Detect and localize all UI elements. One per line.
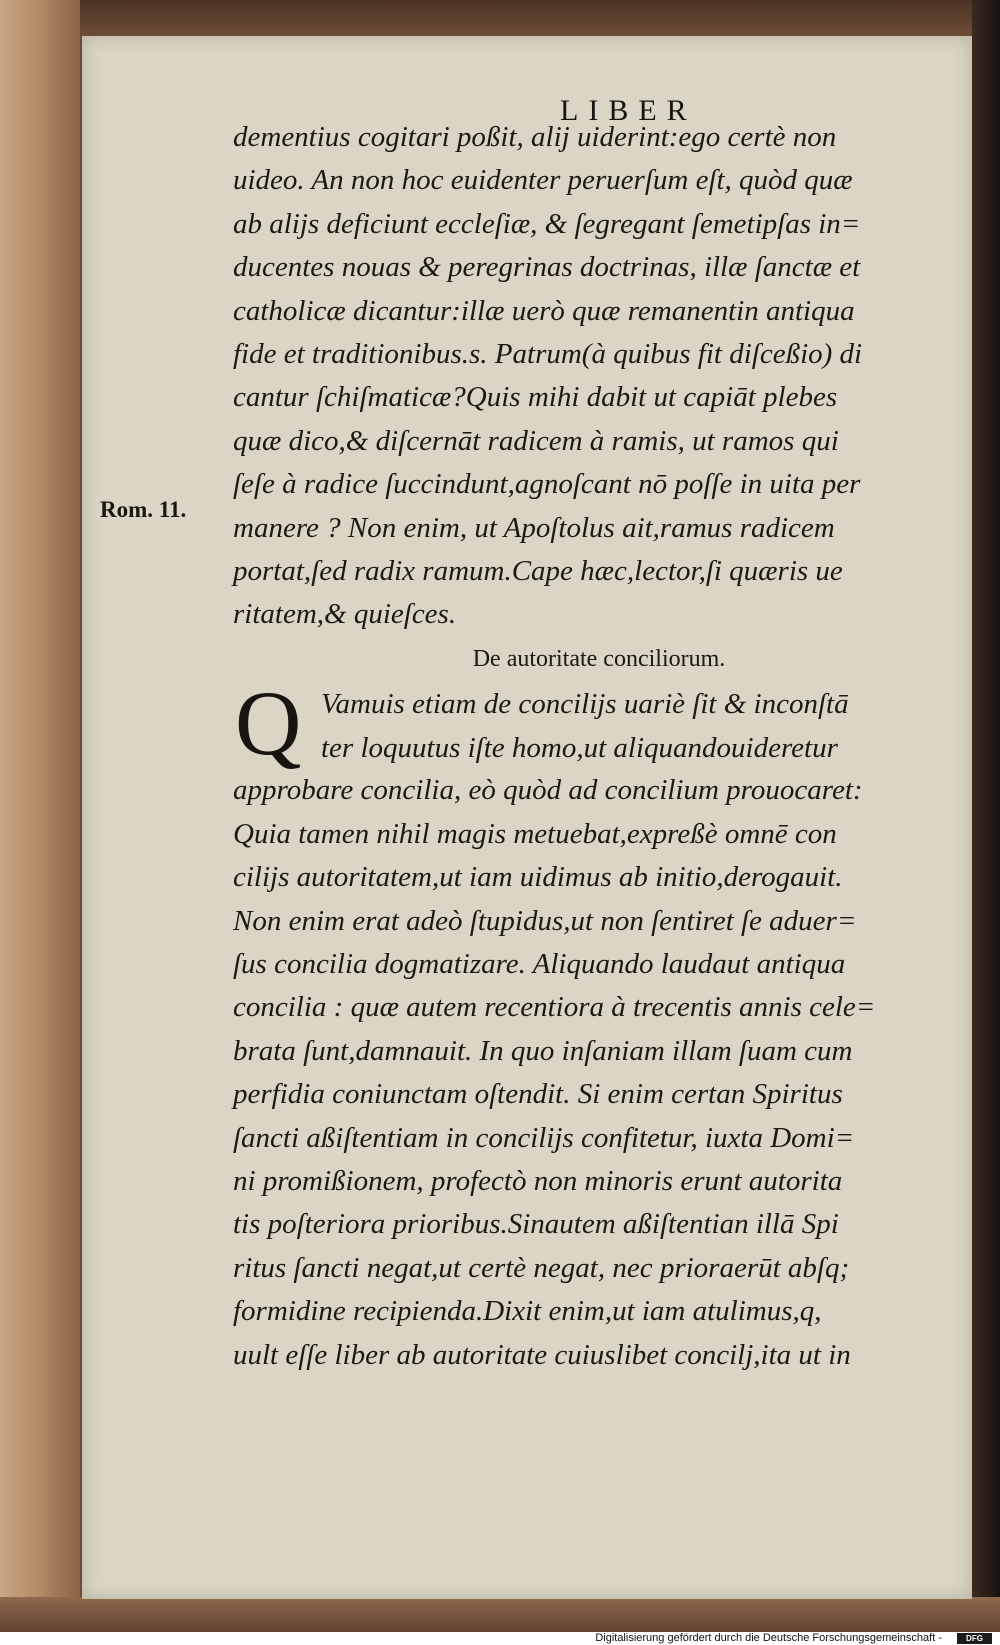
document-page [82, 36, 972, 1599]
body-line: ritus ſancti negat,ut certè negat, nec prioraerūt abſq; [233, 1251, 850, 1284]
section-heading: De autoritate conciliorum. [472, 645, 726, 672]
body-line: brata ſunt,damnauit. In quo inſaniam illam ſuam cum [233, 1034, 853, 1067]
body-line: ritatem,& quieſces. [233, 598, 457, 631]
body-line: fide et traditionibus.s. Patrum(à quibus fit diſceßio) di [233, 338, 863, 371]
body-line: ducentes nouas & peregrinas doctrinas, illæ ſanctæ et [233, 251, 861, 284]
body-line: quæ dico,& diſcernāt radicem à ramis, ut ramos qui [233, 424, 839, 457]
body-line: uideo. An non hoc euidenter peruerſum eſt, quòd quæ [233, 164, 853, 197]
footer-credit-bar [0, 1632, 1000, 1645]
body-line: portat,ſed radix ramum.Cape hæc,lector,ſi quæris ue [233, 555, 843, 588]
body-line: formidine recipienda.Dixit enim,ut iam atulimus,q, [233, 1295, 822, 1328]
body-line: cantur ſchiſmaticæ?Quis mihi dabit ut capiāt plebes [233, 381, 838, 414]
body-line: dementius cogitari poßit, alij uiderint:ego certè non [233, 121, 837, 153]
body-line: manere ? Non enim, ut Apoſtolus ait,ramus radicem [233, 511, 835, 544]
body-line: ſeſe à radice ſuccindunt,agnoſcant nō poſſe in uita per [233, 468, 861, 501]
dfg-logo-icon: DFG [957, 1633, 992, 1644]
body-text-block [233, 116, 943, 1377]
body-line: uult eſſe liber ab autoritate cuiuslibet concilj,ita ut in [233, 1338, 851, 1371]
binding-edge-left [0, 0, 80, 1632]
body-line: Non enim erat adeò ſtupidus,ut non ſentiret ſe aduer= [233, 904, 857, 937]
body-line: concilia : quæ autem recentiora à trecentis annis cele= [233, 991, 876, 1024]
drop-cap: Q [235, 672, 302, 775]
body-line: perfidia coniunctam oſtendit. Si enim certan Spiritus [233, 1078, 843, 1111]
binding-edge-right [972, 0, 1000, 1632]
body-line: Vamuis etiam de concilijs uariè ſit & inconſtā [321, 688, 849, 721]
body-line: ter loquutus iſte homo,ut aliquandouideretur [321, 731, 838, 764]
body-line: ab alijs deficiunt eccleſiæ, & ſegregant ſemetipſas in= [233, 207, 861, 240]
body-line: ſancti aßiſtentiam in concilijs confitetur, iuxta Domi= [233, 1121, 855, 1154]
body-line: ſus concilia dogmatizare. Aliquando laudaut antiqua [233, 947, 846, 980]
body-line: cilijs autoritatem,ut iam uidimus ab initio,derogauit. [233, 861, 843, 894]
footer-credit-text: Digitalisierung gefördert durch die Deutsche Forschungsgemeinschaft - [595, 1632, 942, 1644]
body-line: ni promißionem, profectò non minoris erunt autorita [233, 1164, 843, 1197]
running-head: LIBER [560, 94, 697, 127]
scan-bottom-edge [0, 1597, 1000, 1632]
scan-top-edge [0, 0, 1000, 38]
initial-paragraph-start [233, 672, 943, 775]
body-line: Quia tamen nihil magis metuebat,expreßè omnē con [233, 817, 837, 850]
margin-note: Rom. 11. [100, 497, 187, 522]
body-line: tis poſteriora prioribus.Sinautem aßiſtentian illā Spi [233, 1208, 839, 1241]
body-line: catholicæ dicantur:illæ uerò quæ remanentin antiqua [233, 294, 855, 327]
body-line: approbare concilia, eò quòd ad concilium prouocaret: [233, 774, 863, 807]
